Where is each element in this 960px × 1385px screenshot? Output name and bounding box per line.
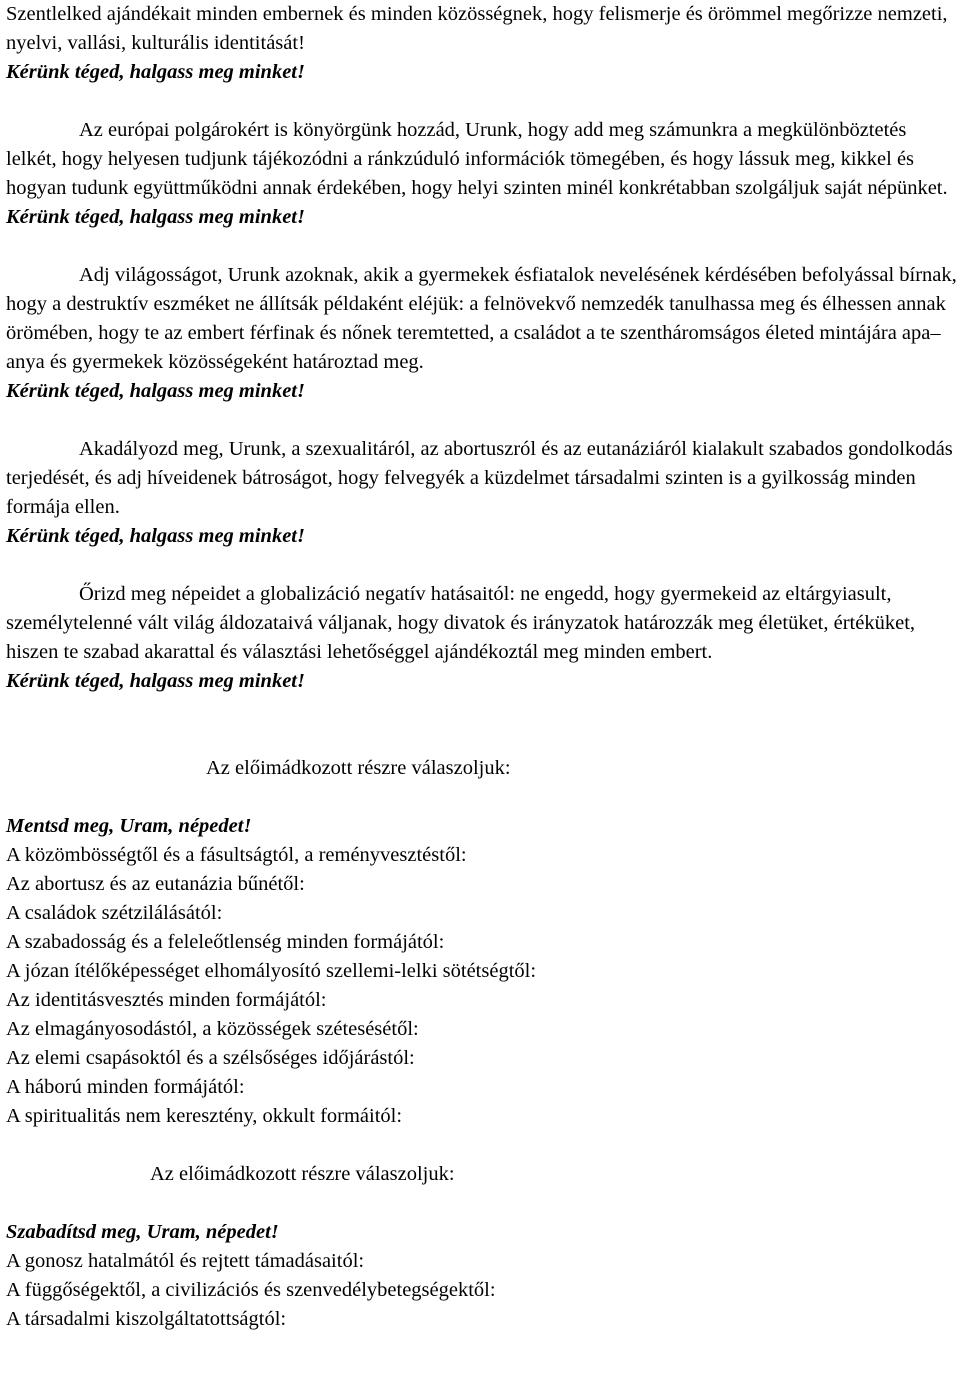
response-line: Kérünk téged, halgass meg minket!: [6, 380, 305, 402]
spacer: [6, 232, 960, 261]
litany-item: A függőségektől, a civilizációs és szenvedélybetegségektől:: [6, 1279, 496, 1301]
litany-item: A szabadosság és a feleleőtlenség minden formájától:: [6, 931, 445, 953]
litany-item: A közömbösségtől és a fásultságtól, a reményvesztéstől:: [6, 844, 467, 866]
litany-item: Az abortusz és az eutanázia bűnétől:: [6, 873, 305, 895]
spacer: [6, 1189, 960, 1218]
prayer-paragraph-2: [6, 261, 960, 406]
response-line: Kérünk téged, halgass meg minket!: [6, 61, 305, 83]
paragraph-text: Akadályozd meg, Urunk, a szexualitáról, az abortuszról és az eutanáziáról kialakult szabados gondolkodás terjedését, és adj híveidenek bátroságot, hogy felvegyék a küzdelmet társadalmi szinten is a gyilkosság minden formája ellen.: [6, 438, 953, 518]
spacer: [6, 783, 960, 812]
prayer-paragraph-4: [6, 580, 960, 696]
spacer: [6, 87, 960, 116]
litany-response: Szabadítsd meg, Uram, népedet!: [6, 1221, 279, 1243]
litany-item: A spiritualitás nem keresztény, okkult formáitól:: [6, 1105, 403, 1127]
spacer: [6, 1131, 960, 1160]
litany-item: A családok szétzilálásától:: [6, 902, 223, 924]
litany-response: Mentsd meg, Uram, népedet!: [6, 815, 252, 837]
response-line: Kérünk téged, halgass meg minket!: [6, 525, 305, 547]
litany-item: Az identitásvesztés minden formájától:: [6, 989, 327, 1011]
litany-item: A gonosz hatalmától és rejtett támadásaitól:: [6, 1250, 365, 1272]
litany-section-1: [6, 812, 960, 1131]
litany-item: Az elemi csapásoktól és a szélsőséges időjárástól:: [6, 1047, 415, 1069]
section-1-heading: Az előimádkozott részre válaszoljuk:: [206, 757, 511, 779]
spacer: [6, 406, 960, 435]
litany-section-2: [6, 1218, 960, 1334]
response-line: Kérünk téged, halgass meg minket!: [6, 206, 305, 228]
section-2-heading: Az előimádkozott részre válaszoljuk:: [150, 1163, 455, 1185]
paragraph-text: Őrizd meg népeidet a globalizáció negatív hatásaitól: ne engedd, hogy gyermekeid az eltárgyiasult, személytelenné vált világ áldozataivá váljanak, hogy divatok és irányzatok határozzák meg életüket, értéküket, hiszen te szabad akarattal és választási lehetőséggel ajándékoztál meg minden embert.: [6, 583, 916, 663]
litany-item: Az elmagányosodástól, a közösségek szétesésétől:: [6, 1018, 419, 1040]
prayer-paragraph-1: [6, 116, 960, 232]
prayer-paragraph-3: [6, 435, 960, 551]
response-line: Kérünk téged, halgass meg minket!: [6, 670, 305, 692]
opening-paragraph: [6, 0, 960, 87]
litany-item: A társadalmi kiszolgáltatottságtól:: [6, 1308, 287, 1330]
spacer: [6, 696, 960, 754]
paragraph-text: Az európai polgárokért is könyörgünk hozzád, Urunk, hogy add meg számunkra a megkülönböztetés lelkét, hogy helyesen tudjunk tájékozódni a ránkzúduló információk tömegében, és hogy lássuk meg, kikkel és hogyan tudunk együttműködni annak érdekében, hogy helyi szinten minél konkrétabban szolgáljuk saját népünket.: [6, 119, 948, 199]
paragraph-text: Adj világosságot, Urunk azoknak, akik a gyermekek ésfiatalok nevelésének kérdésében befolyással bírnak, hogy a destruktív eszméket ne állítsák példaként eléjük: a felnövekvő nemzedék tanulhassa meg és élhessen annak örömében, hogy te az embert férfinak és nőnek teremtetted, a családot a te szentháromságos életed mintájára apa–anya és gyermekek közösségeként határoztad meg.: [6, 264, 957, 373]
litany-item: A háború minden formájától:: [6, 1076, 245, 1098]
paragraph-text: Szentlelked ajándékait minden embernek és minden közösségnek, hogy felismerje és örömmel megőrizze nemzeti, nyelvi, vallási, kulturális identitását!: [6, 3, 948, 54]
spacer: [6, 551, 960, 580]
litany-item: A józan ítélőképességet elhomályosító szellemi-lelki sötétségtől:: [6, 960, 537, 982]
